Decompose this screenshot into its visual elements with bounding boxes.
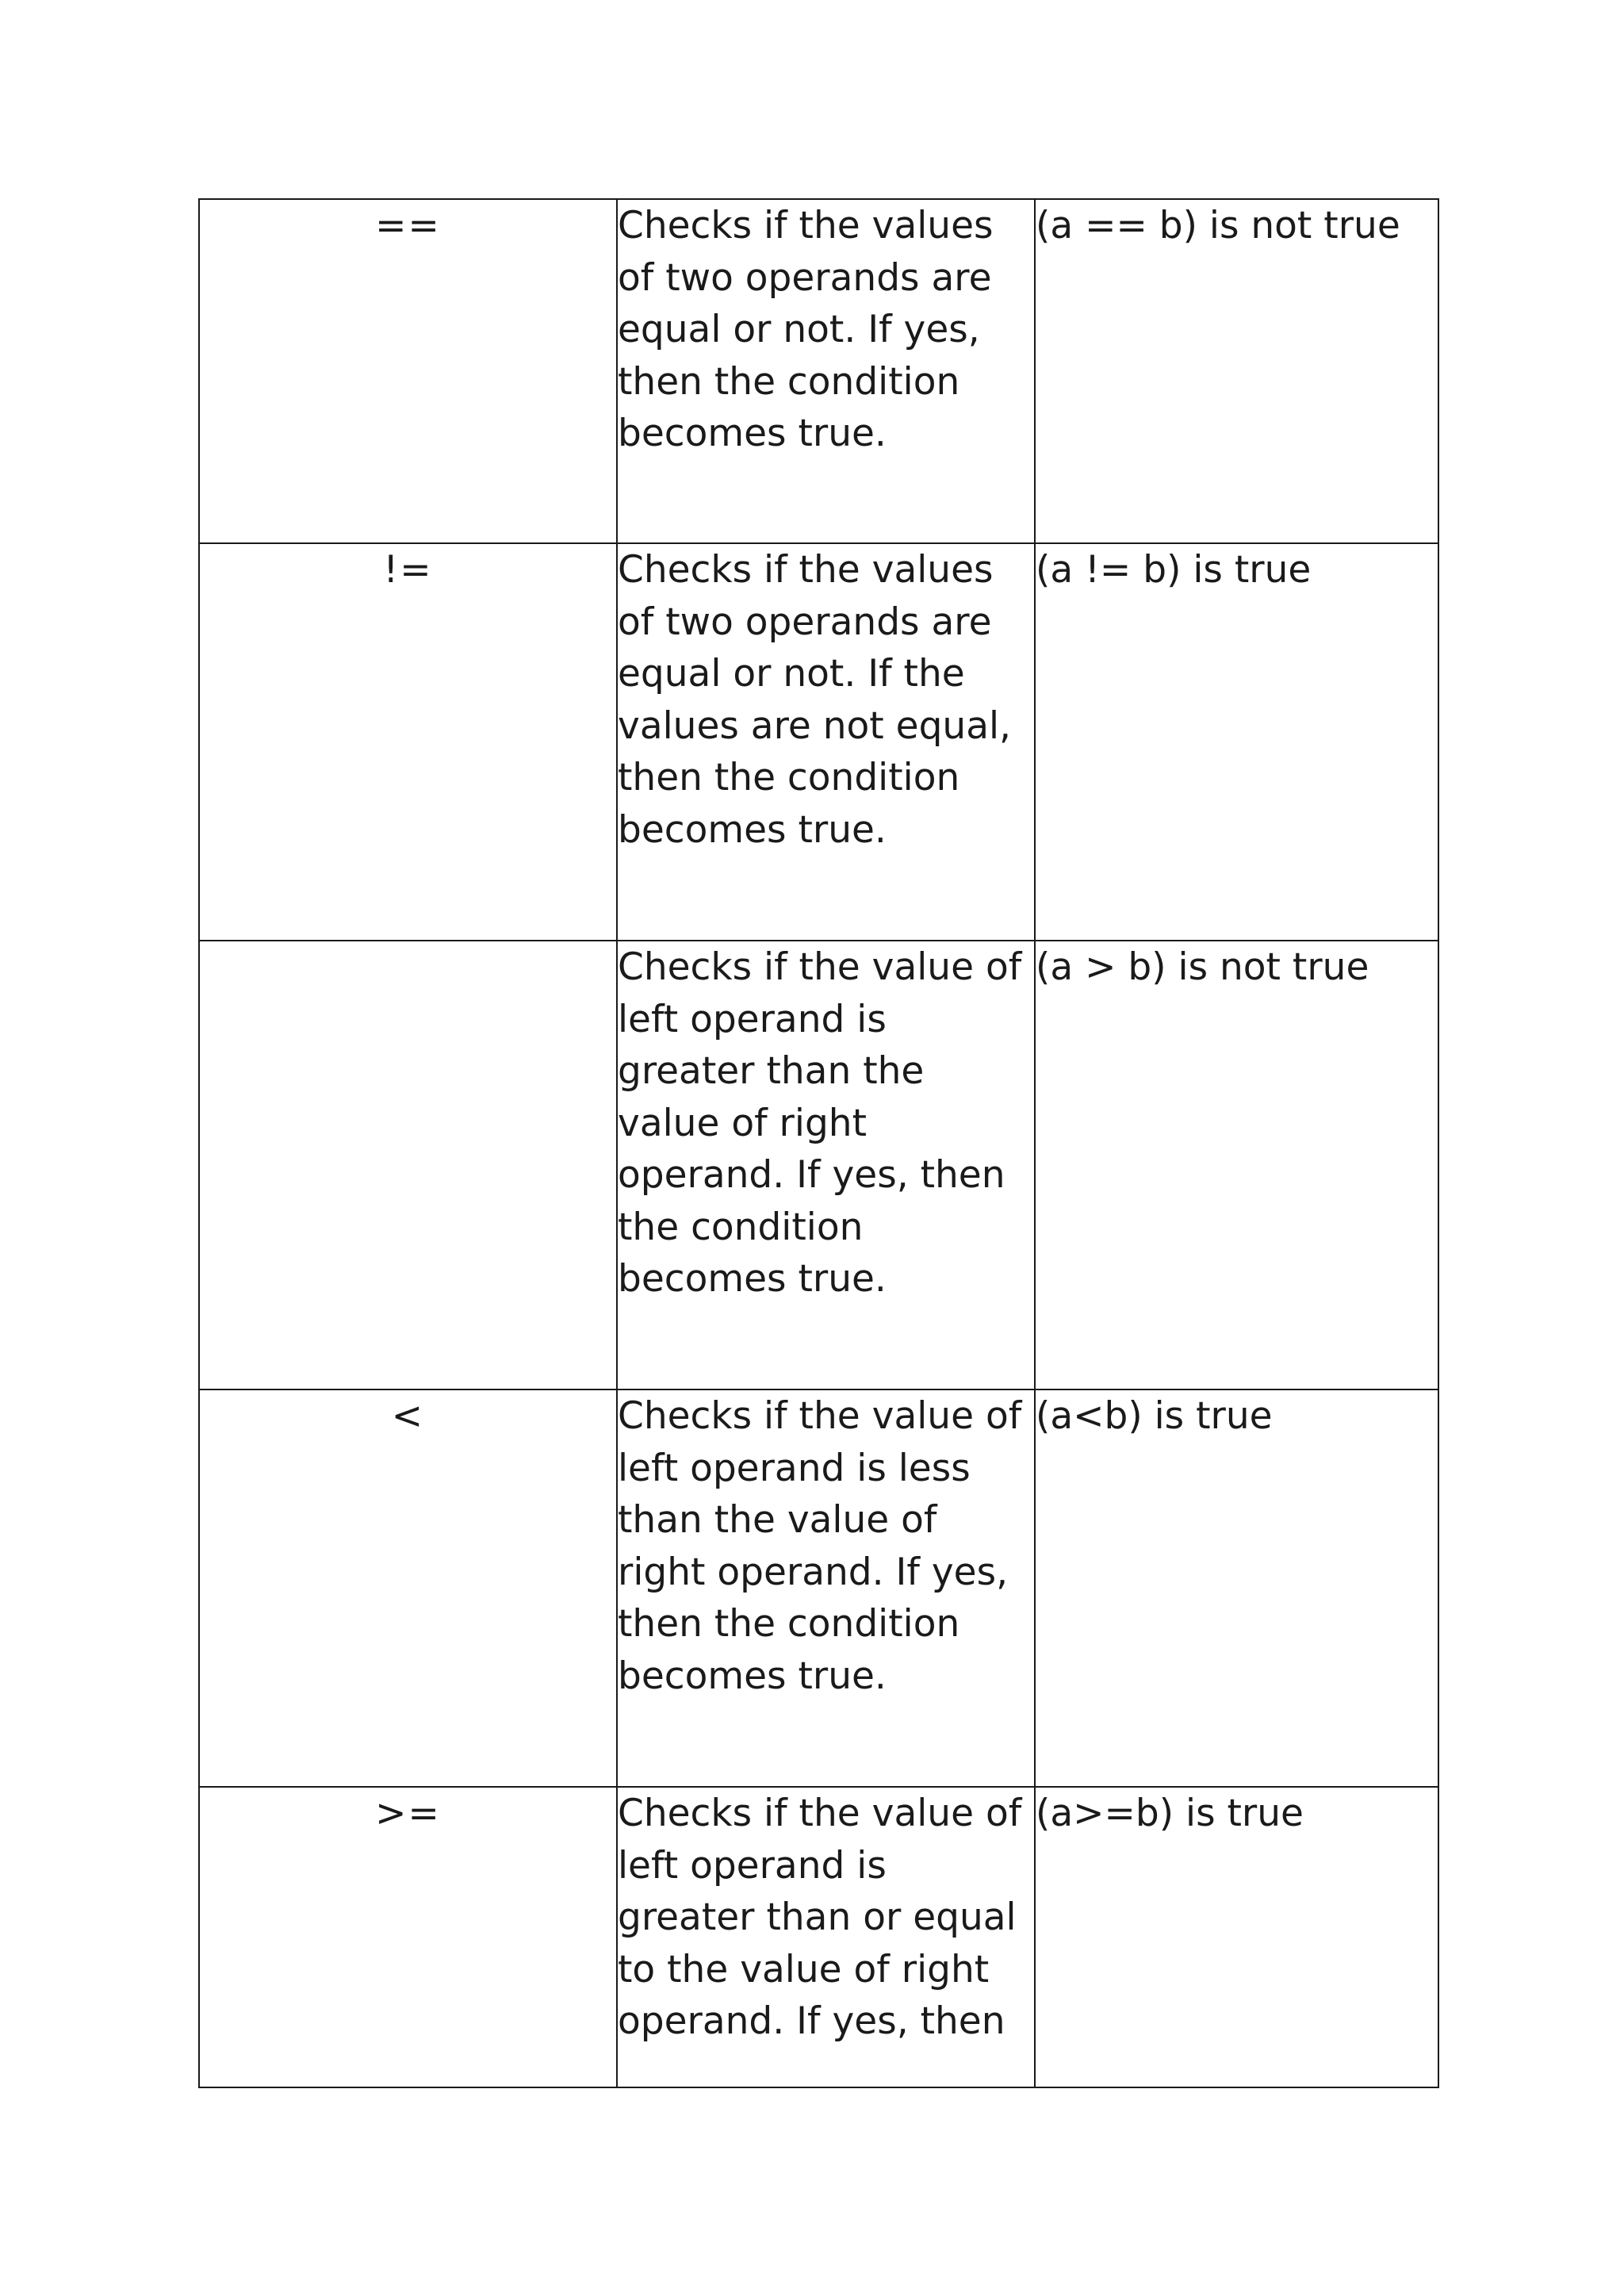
example-cell: (a == b) is not true	[1035, 199, 1438, 543]
operators-table	[198, 198, 1439, 2088]
example-cell: (a>=b) is true	[1035, 1787, 1438, 2087]
table-row	[199, 543, 1438, 941]
table-row	[199, 1389, 1438, 1787]
description-cell: Checks if the value of left operand is less than the value of right operand. If yes, then the condition becomes true.	[617, 1389, 1035, 1787]
operator-cell: ==	[199, 199, 617, 543]
operator-cell: !=	[199, 543, 617, 941]
operator-cell: >=	[199, 1787, 617, 2087]
example-cell: (a<b) is true	[1035, 1389, 1438, 1787]
operator-cell: <	[199, 1389, 617, 1787]
table-row	[199, 941, 1438, 1389]
description-cell: Checks if the value of left operand is greater than or equal to the value of right operand. If yes, then	[617, 1787, 1035, 2087]
example-cell: (a != b) is true	[1035, 543, 1438, 941]
description-cell: Checks if the values of two operands are equal or not. If yes, then the condition becomes true.	[617, 199, 1035, 543]
description-cell: Checks if the value of left operand is greater than the value of right operand. If yes, then the condition becomes true.	[617, 941, 1035, 1389]
table-row	[199, 1787, 1438, 2087]
example-cell: (a > b) is not true	[1035, 941, 1438, 1389]
description-cell: Checks if the values of two operands are equal or not. If the values are not equal, then the condition becomes true.	[617, 543, 1035, 941]
operator-cell	[199, 941, 617, 1389]
table-row	[199, 199, 1438, 543]
